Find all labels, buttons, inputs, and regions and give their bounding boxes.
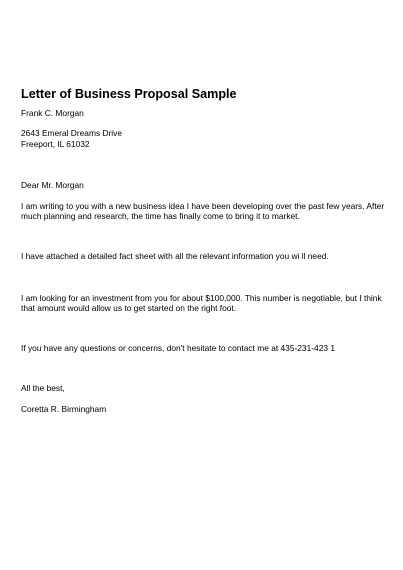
salutation: Dear Mr. Morgan (21, 180, 84, 190)
paragraph-3-line-2: that amount would allow us to get started on the right foot. (21, 303, 237, 313)
paragraph-4-line-1: If you have any questions or concerns, don't hesitate to contact me at 435-231-423 1 (21, 343, 335, 353)
paragraph-1-line-2: much planning and research, the time has finally come to bring it to market. (21, 211, 300, 221)
paragraph-3-line-1: I am looking for an investment from you for about $100,000. This number is negotiable, but I think (21, 293, 382, 303)
paragraph-2-line-1: I have attached a detailed fact sheet with all the relevant information you wi ll need. (21, 251, 329, 261)
address-line-2: Freeport, IL 61032 (21, 139, 90, 149)
sender-name: Frank C. Morgan (21, 108, 84, 118)
address-line-1: 2643 Emeral Dreams Drive (21, 128, 122, 138)
signature-name: Coretta R. Birmingham (21, 404, 107, 414)
closing: All the best, (21, 383, 65, 393)
paragraph-1-line-1: I am writing to you with a new business idea I have been developing over the past few years. After (21, 201, 385, 211)
letter-title: Letter of Business Proposal Sample (21, 87, 237, 101)
